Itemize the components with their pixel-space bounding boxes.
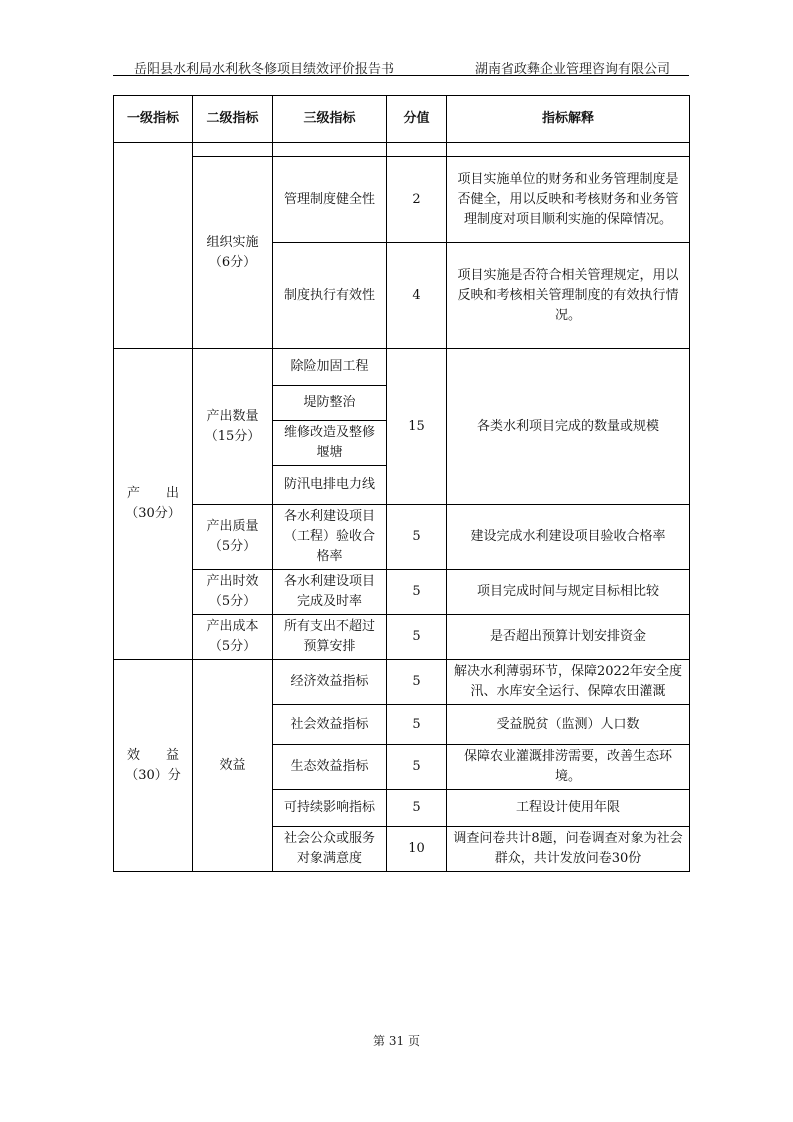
score-cell: 5: [387, 745, 447, 790]
explanation-cell: 是否超出预算计划安排资金: [447, 615, 690, 660]
indicator-table: [113, 95, 690, 872]
level3-cell: 所有支出不超过预算安排: [273, 615, 387, 660]
level2-benefit: 效益: [193, 660, 273, 872]
explanation-cell: 保障农业灌溉排涝需要，改善生态环境。: [447, 745, 690, 790]
level3-cell: 维修改造及整修堰塘: [273, 421, 387, 466]
level3-cell: 各水利建设项目完成及时率: [273, 570, 387, 615]
table-row: [114, 157, 690, 243]
score-cell: 10: [387, 827, 447, 872]
level2-output-quantity: 产出数量 （15分）: [193, 349, 273, 505]
level3-cell: 防汛电排电力线: [273, 466, 387, 505]
level3-cell: 社会效益指标: [273, 705, 387, 745]
explanation-cell: 各类水利项目完成的数量或规模: [447, 349, 690, 505]
level3-cell: 社会公众或服务对象满意度: [273, 827, 387, 872]
score-cell: 5: [387, 570, 447, 615]
level1-output: 产 出 （30分）: [114, 349, 193, 660]
table-row: [114, 143, 690, 157]
explanation-cell: 工程设计使用年限: [447, 790, 690, 827]
level3-cell: 经济效益指标: [273, 660, 387, 705]
level3-cell: 管理制度健全性: [273, 157, 387, 243]
table-row: [114, 660, 690, 705]
score-cell: 5: [387, 660, 447, 705]
table-row: [114, 349, 690, 386]
level2-cell-continued: [193, 143, 273, 157]
table-header-row: [114, 96, 690, 143]
explanation-cell: 调查问卷共计8题，问卷调查对象为社会群众，共计发放问卷30份: [447, 827, 690, 872]
header-divider: [113, 75, 689, 76]
score-cell: 5: [387, 505, 447, 570]
explanation-cell: 受益脱贫（监测）人口数: [447, 705, 690, 745]
level3-cell-continued: [273, 143, 387, 157]
explanation-cell: 建设完成水利建设项目验收合格率: [447, 505, 690, 570]
score-cell: 15: [387, 349, 447, 505]
level3-cell: 堤防整治: [273, 386, 387, 421]
header-right-company: 湖南省政彝企业管理咨询有限公司: [474, 62, 670, 77]
page-number: 第 31 页: [373, 1034, 420, 1048]
level3-cell: 生态效益指标: [273, 745, 387, 790]
explanation-cell-continued: [447, 143, 690, 157]
level2-output-timeliness: 产出时效 （5分）: [193, 570, 273, 615]
level3-cell: 可持续影响指标: [273, 790, 387, 827]
score-cell: 2: [387, 157, 447, 243]
score-cell: 5: [387, 790, 447, 827]
score-cell: 4: [387, 243, 447, 349]
level1-benefit: 效 益 （30）分: [114, 660, 193, 872]
col-header-level3: 三级指标: [273, 96, 387, 143]
level3-cell: 各水利建设项目（工程）验收合格率: [273, 505, 387, 570]
table-row: [114, 505, 690, 570]
level2-org-implementation: 组织实施 （6分）: [193, 157, 273, 349]
explanation-cell: 项目完成时间与规定目标相比较: [447, 570, 690, 615]
score-cell: 5: [387, 705, 447, 745]
table-row: [114, 615, 690, 660]
table-row: [114, 570, 690, 615]
explanation-cell: 项目实施单位的财务和业务管理制度是否健全，用以反映和考核财务和业务管理制度对项目顺利实施的保障情况。: [447, 157, 690, 243]
explanation-cell: 项目实施是否符合相关管理规定，用以反映和考核相关管理制度的有效执行情况。: [447, 243, 690, 349]
level2-output-quality: 产出质量 （5分）: [193, 505, 273, 570]
col-header-level2: 二级指标: [193, 96, 273, 143]
score-cell-continued: [387, 143, 447, 157]
header-left-title: 岳阳县水利局水利秋冬修项目绩效评价报告书: [134, 62, 395, 77]
level1-cell-continued: [114, 143, 193, 349]
level3-cell: 除险加固工程: [273, 349, 387, 386]
explanation-cell: 解决水利薄弱环节，保障2022年安全度汛、水库安全运行、保障农田灌溉: [447, 660, 690, 705]
col-header-explanation: 指标解释: [447, 96, 690, 143]
level2-output-cost: 产出成本 （5分）: [193, 615, 273, 660]
level3-cell: 制度执行有效性: [273, 243, 387, 349]
col-header-score: 分值: [387, 96, 447, 143]
col-header-level1: 一级指标: [114, 96, 193, 143]
score-cell: 5: [387, 615, 447, 660]
